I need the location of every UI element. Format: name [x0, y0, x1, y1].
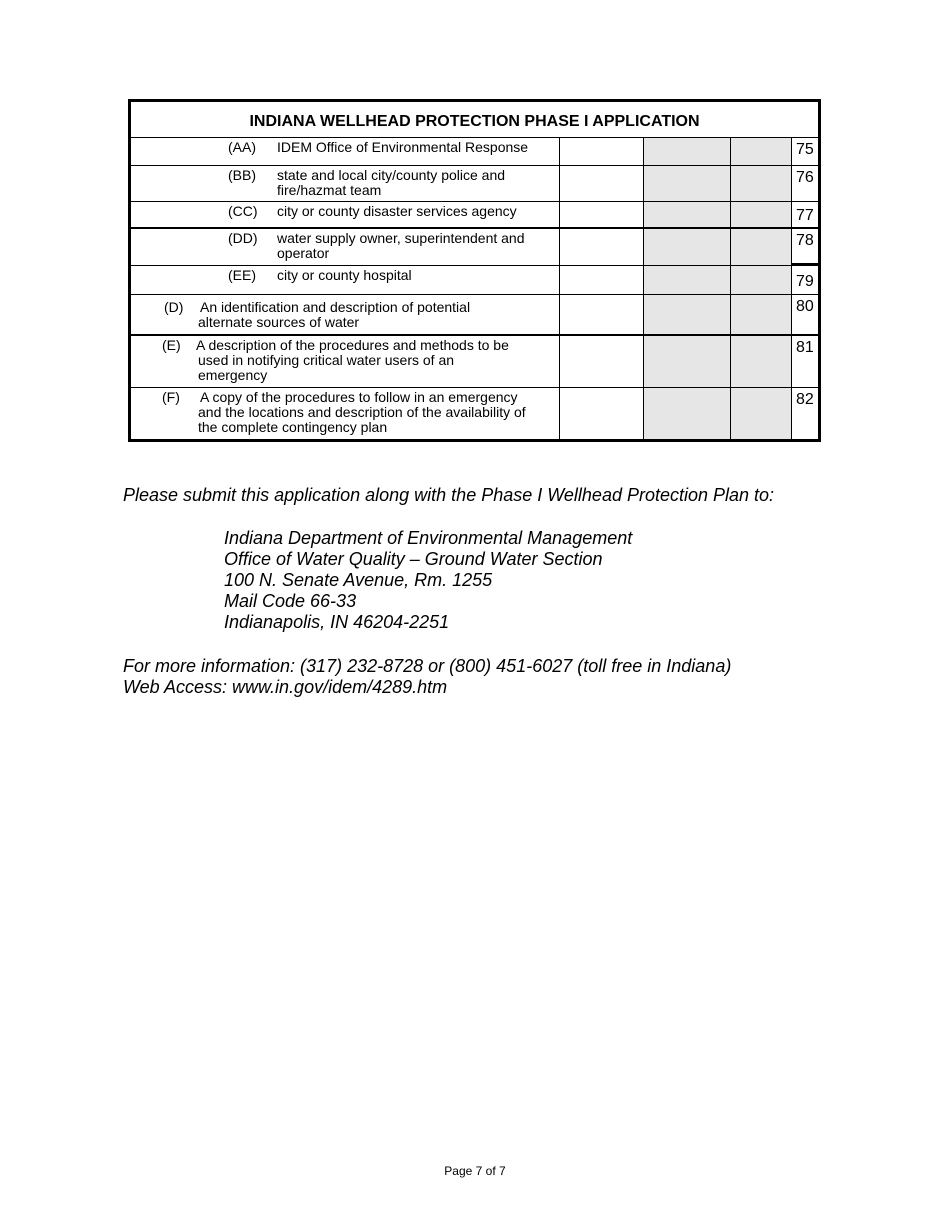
table-row — [131, 166, 818, 202]
shaded-cell — [731, 229, 792, 265]
address-line: Mail Code 66-33 — [224, 591, 357, 611]
item-label-cell — [131, 388, 560, 439]
item-description: state and local city/county police and fire/hazmat team — [277, 167, 506, 198]
table-row — [131, 266, 818, 295]
item-label-cell — [131, 202, 560, 227]
shaded-cell — [644, 388, 731, 439]
table-row — [131, 138, 818, 166]
item-code: (BB) — [228, 167, 256, 183]
table-row — [131, 229, 818, 266]
form-title-row — [131, 102, 818, 138]
more-info-text: For more information: (317) 232-8728 or (800) 451-6027 (toll free in Indiana) — [123, 656, 732, 676]
response-cell[interactable] — [560, 295, 644, 334]
item-description: A copy of the procedures to follow in an emergency and the locations and description of the availability of the complete contingency plan — [198, 389, 526, 435]
table-row — [131, 202, 818, 229]
response-cell[interactable] — [560, 266, 644, 294]
page-number: Page 7 of 7 — [444, 1164, 506, 1178]
response-cell[interactable] — [560, 166, 644, 201]
item-number-cell — [792, 336, 818, 387]
item-number: 79 — [796, 273, 814, 290]
response-cell[interactable] — [560, 202, 644, 227]
item-code: (AA) — [228, 139, 256, 155]
item-code: (DD) — [228, 230, 258, 246]
item-number-cell — [792, 229, 820, 265]
response-cell[interactable] — [560, 138, 644, 165]
contact-block — [123, 656, 731, 698]
table-row — [131, 295, 818, 336]
item-description: An identification and description of potential alternate sources of water — [198, 299, 471, 330]
item-label-cell — [131, 166, 560, 201]
item-label-cell — [131, 336, 560, 387]
shaded-cell — [644, 336, 731, 387]
item-number-cell — [792, 138, 818, 165]
table-row — [131, 336, 818, 388]
item-description: water supply owner, superintendent and operator — [277, 230, 525, 261]
web-access-text: Web Access: www.in.gov/idem/4289.htm — [123, 677, 448, 697]
item-number-cell — [792, 166, 818, 201]
item-code: (E) — [162, 337, 181, 353]
address-block — [224, 528, 632, 633]
shaded-cell — [644, 229, 731, 265]
shaded-cell — [731, 202, 792, 227]
item-label-cell — [131, 138, 560, 165]
shaded-cell — [731, 295, 792, 334]
item-description: A description of the procedures and methods to be used in notifying critical water users of an emergency — [196, 337, 509, 383]
submission-intro: Please submit this application along with the Phase I Wellhead Protection Plan to: — [123, 485, 775, 505]
item-code: (F) — [162, 389, 180, 405]
item-number: 76 — [796, 169, 814, 186]
form-title: INDIANA WELLHEAD PROTECTION PHASE I APPLICATION — [249, 113, 700, 130]
response-cell[interactable] — [560, 336, 644, 387]
item-number-cell — [792, 388, 818, 439]
item-label-cell — [131, 229, 560, 265]
shaded-cell — [644, 295, 731, 334]
item-label-cell — [131, 295, 560, 334]
item-description: city or county hospital — [277, 267, 412, 283]
item-number: 82 — [796, 391, 814, 408]
item-number-cell — [792, 295, 818, 334]
table-row — [131, 388, 818, 439]
application-form-table — [128, 99, 821, 442]
item-code: (EE) — [228, 267, 256, 283]
item-number: 75 — [796, 141, 814, 158]
response-cell[interactable] — [560, 388, 644, 439]
item-number: 81 — [796, 339, 814, 356]
item-description: city or county disaster services agency — [277, 203, 517, 219]
item-number: 77 — [796, 207, 814, 224]
shaded-cell — [731, 166, 792, 201]
address-line: Indiana Department of Environmental Management — [224, 528, 633, 548]
item-description: IDEM Office of Environmental Response — [277, 139, 529, 155]
shaded-cell — [644, 266, 731, 294]
item-number: 80 — [796, 298, 814, 315]
item-code: (CC) — [228, 203, 258, 219]
shaded-cell — [644, 138, 731, 165]
shaded-cell — [731, 266, 792, 294]
shaded-cell — [644, 166, 731, 201]
item-code: (D) — [164, 299, 184, 315]
item-number-cell — [792, 266, 818, 294]
shaded-cell — [731, 388, 792, 439]
address-line: Office of Water Quality – Ground Water Section — [224, 549, 603, 569]
item-number: 78 — [796, 232, 814, 249]
shaded-cell — [644, 202, 731, 227]
address-line: 100 N. Senate Avenue, Rm. 1255 — [224, 570, 493, 590]
shaded-cell — [731, 336, 792, 387]
item-label-cell — [131, 266, 560, 294]
address-line: Indianapolis, IN 46204-2251 — [224, 612, 450, 632]
item-number-cell — [792, 202, 818, 227]
shaded-cell — [731, 138, 792, 165]
response-cell[interactable] — [560, 229, 644, 265]
